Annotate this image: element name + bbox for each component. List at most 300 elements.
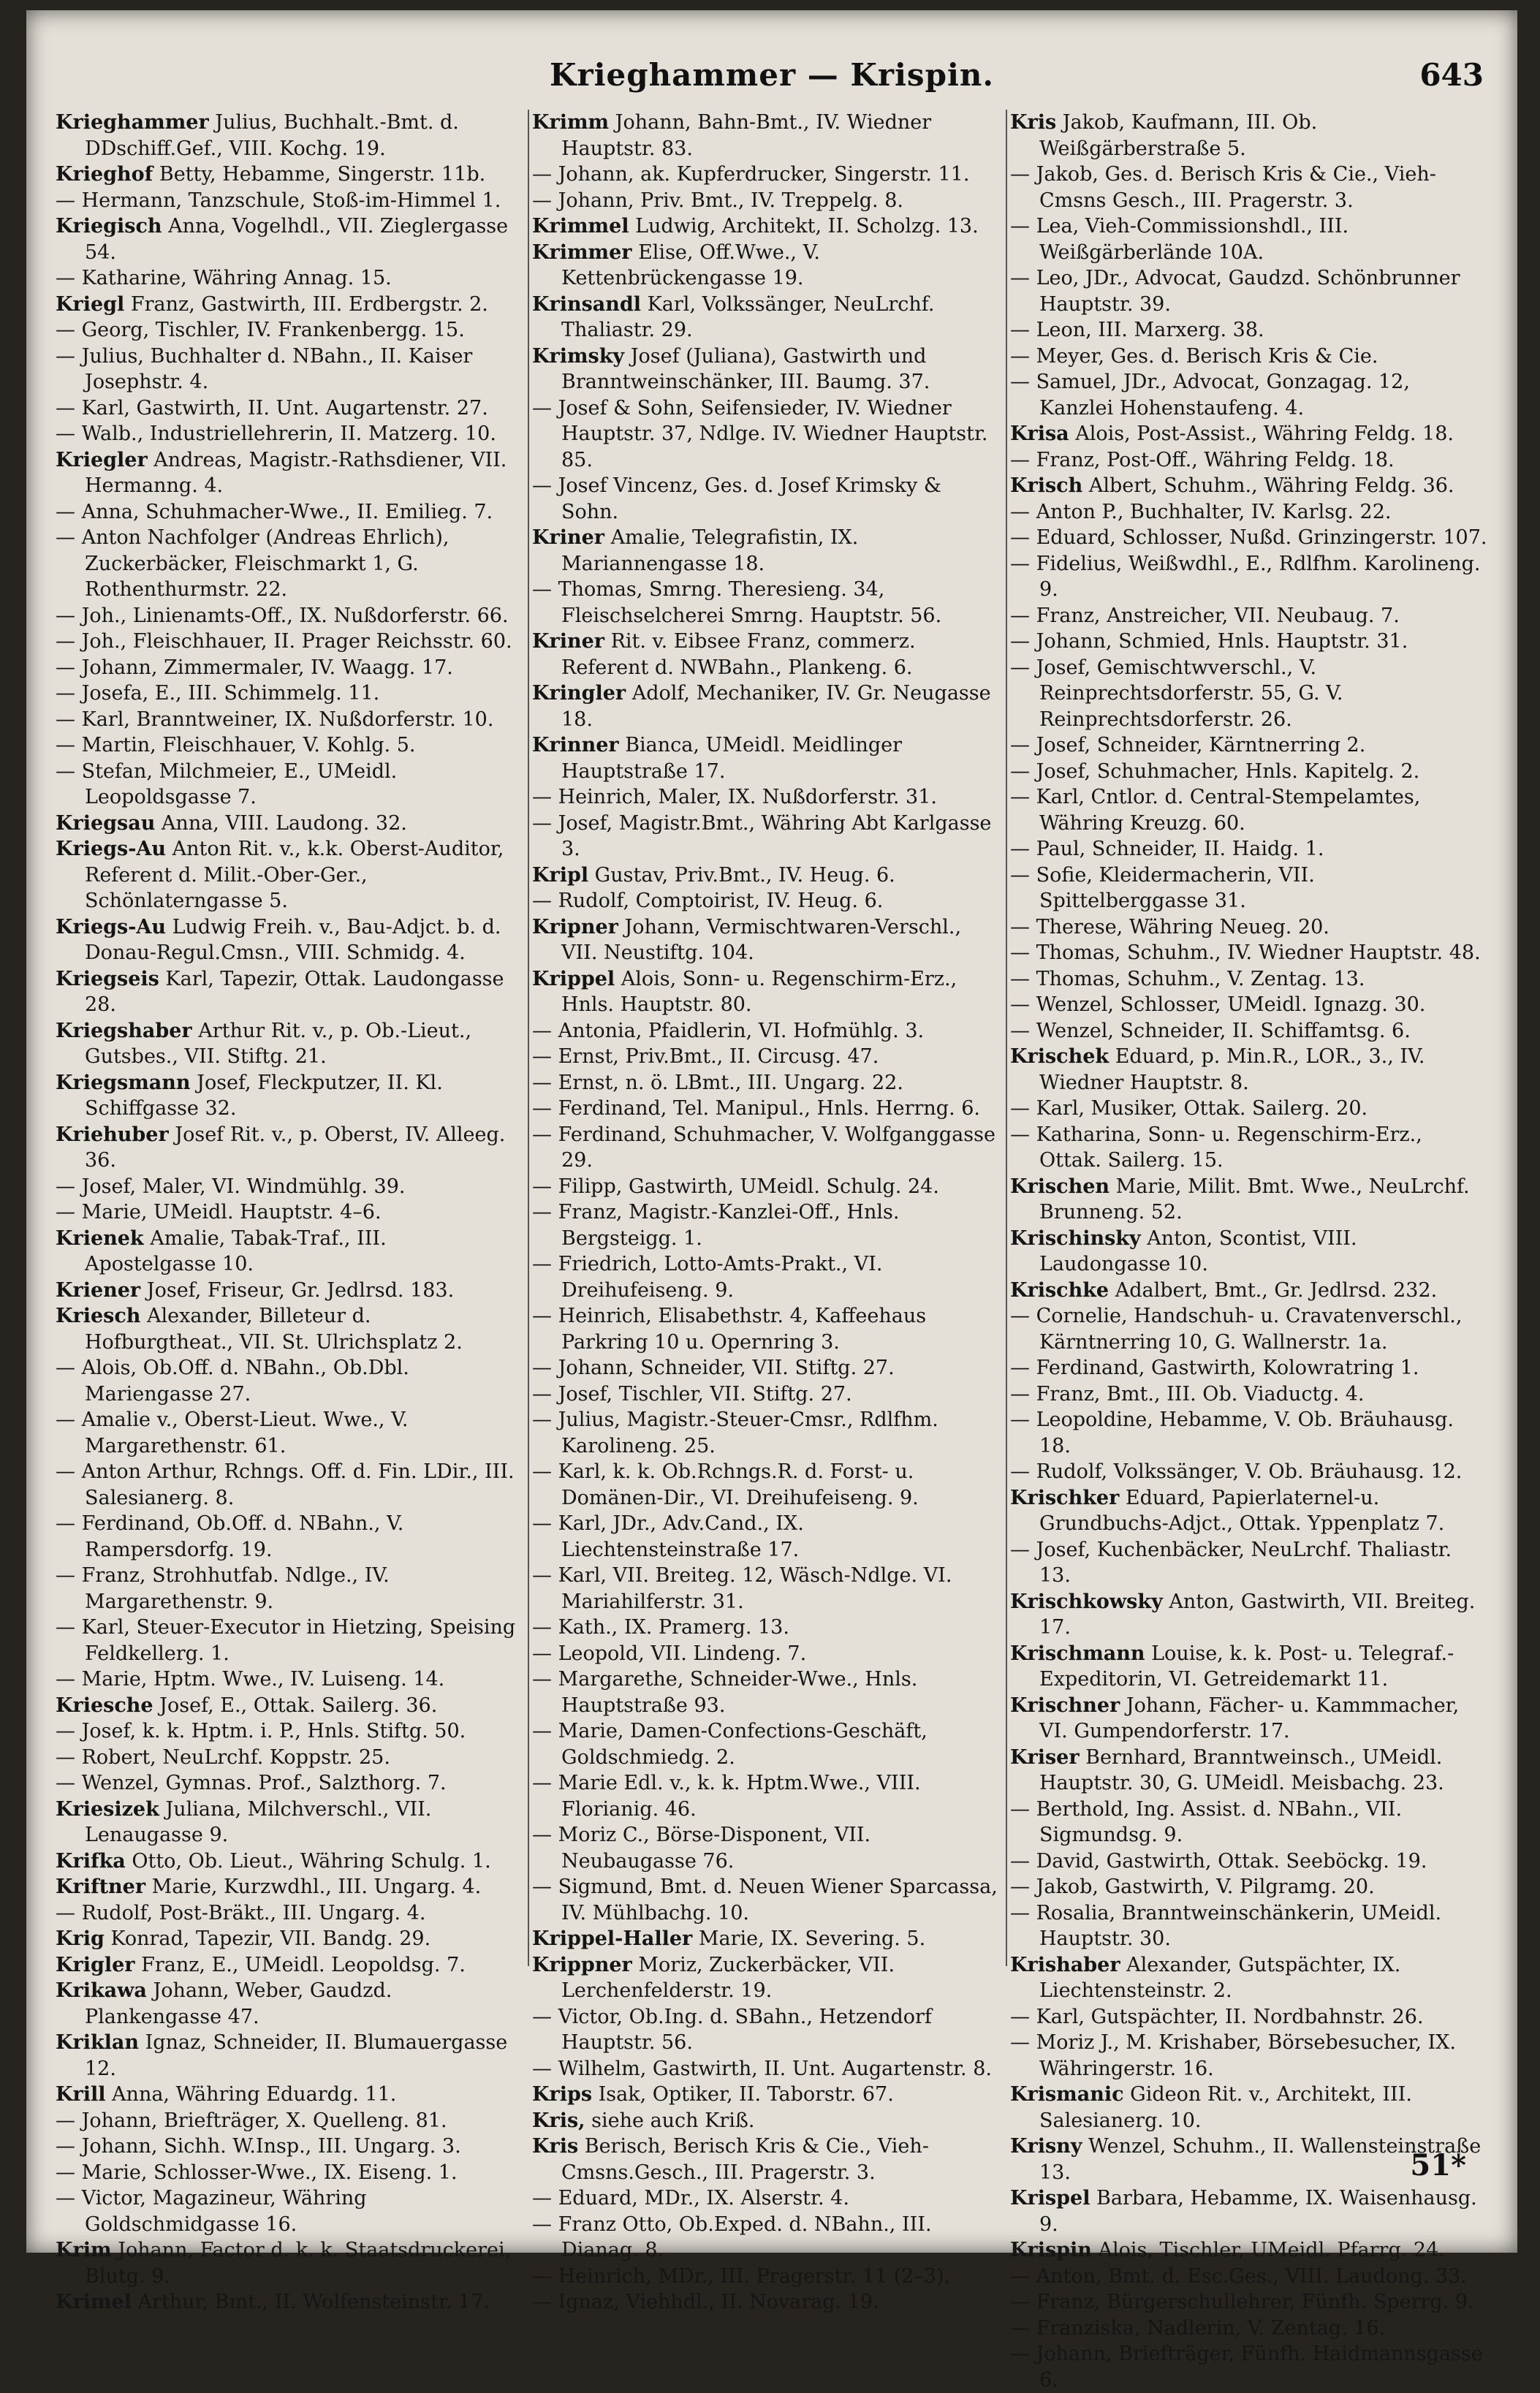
directory-entry [56, 2237, 523, 2289]
directory-entry [532, 525, 1000, 577]
directory-entry [532, 1018, 1000, 1044]
directory-entry [56, 188, 523, 214]
entry-text: Johann, Factor d. k. k. Staatsdruckerei, Blutg. 9. [85, 2239, 512, 2288]
entry-headword: Krisch [1010, 474, 1083, 497]
entry-headword: Krienek [56, 1226, 144, 1250]
directory-entry [1010, 629, 1488, 655]
entry-text: — Franz, Bürgerschullehrer, Fünfh. Sperrg. 9. [1010, 2291, 1474, 2313]
directory-entry [56, 110, 523, 162]
directory-entry [1010, 862, 1488, 914]
entry-text: — Karl, Gastwirth, II. Unt. Augartenstr. 27. [56, 396, 488, 420]
directory-entry [1010, 1381, 1488, 1408]
directory-entry [56, 1900, 523, 1927]
directory-entry [56, 317, 523, 344]
directory-entry [56, 1226, 523, 1278]
entry-headword: Krinsandl [532, 292, 642, 316]
directory-entry [1010, 1122, 1488, 1174]
entry-text: — Johann, ak. Kupferdrucker, Singerstr. 11. [532, 163, 970, 186]
directory-entry [1010, 1745, 1488, 1797]
entry-headword: Krikawa [56, 1979, 147, 2002]
entry-text: Ludwig, Architekt, II. Scholzg. 13. [629, 215, 979, 238]
entry-headword: Krig [56, 1927, 105, 1950]
page-header [26, 57, 1517, 108]
directory-entry [1010, 784, 1488, 836]
entry-headword: Krisa [1010, 422, 1069, 445]
directory-entry [532, 2289, 1000, 2316]
entry-headword: Kriegisch [56, 215, 162, 238]
entry-text: Albert, Schuhm., Währing Feldg. 36. [1082, 474, 1454, 497]
directory-entry [532, 1303, 1000, 1355]
entry-text: Amalie, Telegrafistin, IX. Mariannengasse 18. [561, 526, 859, 575]
directory-entry [532, 1459, 1000, 1511]
directory-entry [1010, 499, 1488, 526]
entry-text: Rit. v. Eibsee Franz, commerz. Referent d. NWBahn., Plankeng. 6. [561, 630, 916, 679]
entry-text: — Heinrich, MDr., III. Pragerstr. 11 (2–3). [532, 2264, 951, 2288]
directory-entry [56, 811, 523, 837]
entry-text: — Anton Arthur, Rchngs. Off. d. Fin. LDir., III. Salesianerg. 8. [56, 1460, 515, 1509]
entry-text: Alois, Tischler, UMeidl. Pfarrg. 24. [1091, 2239, 1445, 2261]
directory-entry [1010, 525, 1488, 551]
entry-headword: Kris [532, 2135, 579, 2158]
entry-text: — Kath., IX. Pramerg. 13. [532, 1616, 789, 1639]
entry-text: Josef (Juliana), Gastwirth und Branntweinschänker, III. Baumg. 37. [561, 344, 930, 393]
entry-text: — Ferdinand, Tel. Manipul., Hnls. Herrng. 6. [532, 1097, 981, 1120]
entry-text: — Friedrich, Lotto-Amts-Prakt., VI. Dreihufeiseng. 9. [532, 1253, 883, 1302]
entry-text: Eduard, Papierlaternel-u. Grundbuchs-Adjct., Ottak. Yppenplatz 7. [1039, 1486, 1445, 1535]
directory-entry [532, 1381, 1000, 1408]
entry-text: — Julius, Buchhalter d. NBahn., II. Kaiser Josephstr. 4. [56, 344, 473, 393]
directory-entry [532, 629, 1000, 680]
directory-entry [56, 1122, 523, 1174]
entry-text: — Ernst, Priv.Bmt., II. Circusg. 47. [532, 1045, 879, 1068]
entry-headword: Kriegsmann [56, 1071, 191, 1094]
entry-text: — Jakob, Ges. d. Berisch Kris & Cie., Vieh-Cmsns Gesch., III. Pragerstr. 3. [1010, 163, 1436, 212]
entry-text: Ludwig Freih. v., Bau-Adjct. b. d. Donau-Regul.Cmsn., VIII. Schmidg. 4. [85, 915, 501, 964]
entry-text: Josef, Fleckputzer, II. Kl. Schiffgasse 32. [85, 1071, 443, 1120]
directory-entry [1010, 759, 1488, 785]
entry-text: — Joh., Fleischhauer, II. Prager Reichsstr. 60. [56, 630, 512, 653]
entry-text: Franz, E., UMeidl. Leopoldsg. 7. [134, 1953, 466, 1976]
directory-entry [56, 2030, 523, 2082]
entry-headword: Kriesche [56, 1694, 153, 1717]
directory-entry [1010, 2082, 1488, 2134]
entry-headword: Krischek [1010, 1045, 1110, 1068]
entry-text: Franz, Gastwirth, III. Erdbergstr. 2. [124, 292, 488, 316]
entry-text: — Jakob, Gastwirth, V. Pilgramg. 20. [1010, 1876, 1375, 1898]
directory-entry [1010, 2289, 1488, 2316]
directory-entry [1010, 1797, 1488, 1848]
directory-entry [56, 1797, 523, 1848]
entry-text: Marie, Kurzwdhl., III. Ungarg. 4. [145, 1876, 482, 1898]
directory-entry [56, 1615, 523, 1666]
entry-text: — Joh., Linienamts-Off., IX. Nußdorferstr. 66. [56, 604, 509, 627]
entry-text: Anton Rit. v., k.k. Oberst-Auditor, Referent d. Milit.-Ober-Ger., Schönlaterngasse 5. [85, 838, 504, 912]
entry-text: — Josef, Maler, VI. Windmühlg. 39. [56, 1175, 406, 1198]
column-2 [532, 110, 1000, 2313]
entry-text: — Robert, NeuLrchf. Koppstr. 25. [56, 1745, 390, 1769]
directory-entry [532, 292, 1000, 344]
entry-text: — Wilhelm, Gastwirth, II. Unt. Augartenstr. 8. [532, 2057, 992, 2080]
entry-text: — Karl, VII. Breiteg. 12, Wäsch-Ndlge. VI. Mariahilferstr. 31. [532, 1564, 952, 1613]
entry-headword: Kriegler [56, 448, 148, 471]
entry-text: Josef Rit. v., p. Oberst, IV. Alleeg. 36. [85, 1123, 506, 1172]
directory-entry [56, 1563, 523, 1615]
entry-text: — Eduard, MDr., IX. Alserstr. 4. [532, 2187, 849, 2210]
entry-text: Arthur Rit. v., p. Ob.-Lieut., Gutsbes., VII. Stiftg. 21. [85, 1019, 472, 1068]
entry-text: — Stefan, Milchmeier, E., UMeidl. Leopoldsgasse 7. [56, 759, 398, 808]
directory-entry [1010, 344, 1488, 370]
entry-text: — Franz Otto, Ob.Exped. d. NBahn., III. Dianag. 8. [532, 2212, 932, 2261]
entry-text: — Josef Vincenz, Ges. d. Josef Krimsky & Sohn. [532, 474, 941, 523]
entry-headword: Krieghof [56, 163, 153, 186]
entry-headword: Krill [56, 2083, 106, 2106]
entry-text: Andreas, Magistr.-Rathsdiener, VII. Hermanng. 4. [85, 448, 507, 497]
directory-entry [532, 2185, 1000, 2212]
entry-text: siehe auch Kriß. [585, 2109, 755, 2132]
directory-entry [1010, 551, 1488, 603]
entry-text: — Karl, Steuer-Executor in Hietzing, Speising Feldkellerg. 1. [56, 1616, 516, 1665]
entry-text: — Paul, Schneider, II. Haidg. 1. [1010, 838, 1324, 860]
entry-text: Alexander, Billeteur d. Hofburgtheat., VII. St. Ulrichsplatz 2. [85, 1305, 463, 1354]
directory-entry [56, 421, 523, 447]
directory-entry [56, 629, 523, 655]
entry-text: — Karl, Branntweiner, IX. Nußdorferstr. 10. [56, 708, 494, 731]
directory-entry [532, 162, 1000, 188]
entry-text: Anton, Gastwirth, VII. Breiteg. 17. [1039, 1590, 1476, 1639]
entry-text: — Johann, Schmied, Hnls. Hauptstr. 31. [1010, 630, 1408, 653]
entry-headword: Krimmel [532, 215, 629, 238]
entry-text: Eduard, p. Min.R., LOR., 3., IV. Wiedner Hauptstr. 8. [1039, 1045, 1425, 1094]
entry-headword: Krifka [56, 1849, 126, 1873]
entry-text: Alois, Post-Assist., Währing Feldg. 18. [1069, 422, 1454, 445]
entry-text: — Marie, Schlosser-Wwe., IX. Eiseng. 1. [56, 2161, 458, 2184]
entry-text: Alois, Sonn- u. Regenschirm-Erz., Hnls. Hauptstr. 80. [561, 967, 957, 1016]
entry-text: — Sigmund, Bmt. d. Neuen Wiener Sparcassa, IV. Mühlbachg. 10. [532, 1876, 998, 1924]
entry-headword: Kriegs-Au [56, 838, 166, 860]
entry-text: — Thomas, Smrng. Theresieng. 34, Fleischselcherei Smrng. Hauptstr. 56. [532, 578, 942, 627]
directory-entry [56, 1070, 523, 1122]
entry-text: Adolf, Mechaniker, IV. Gr. Neugasse 18. [561, 682, 991, 731]
directory-entry [532, 240, 1000, 292]
directory-entry [56, 655, 523, 681]
entry-text: — Antonia, Pfaidlerin, VI. Hofmühlg. 3. [532, 1019, 925, 1042]
page-number: 643 [1419, 57, 1484, 93]
entry-text: — Ignaz, Viehhdl., II. Novarag. 19. [532, 2291, 879, 2313]
directory-entry [1010, 2030, 1488, 2082]
entry-headword: Krippel-Haller [532, 1927, 693, 1950]
directory-entry [1010, 2237, 1488, 2264]
directory-entry [532, 1770, 1000, 1822]
directory-entry [56, 1018, 523, 1070]
directory-entry [532, 1511, 1000, 1563]
directory-entry [532, 1641, 1000, 1667]
directory-entry [56, 1848, 523, 1875]
entry-headword: Krimmer [532, 240, 632, 264]
directory-entry [56, 447, 523, 499]
entry-headword: Kringler [532, 682, 626, 705]
entry-text: — Franz, Anstreicher, VII. Neubaug. 7. [1010, 604, 1400, 627]
directory-entry [56, 265, 523, 292]
entry-text: Otto, Ob. Lieut., Währing Schulg. 1. [125, 1849, 491, 1873]
entry-headword: Krischinsky [1010, 1226, 1141, 1250]
directory-entry [56, 1407, 523, 1459]
directory-entry [532, 1615, 1000, 1641]
entry-text: Alexander, Gutspächter, IX. Liechtensteinstr. 2. [1039, 1953, 1401, 2002]
entry-headword: Krishaber [1010, 1953, 1120, 1976]
directory-entry [1010, 655, 1488, 733]
entry-text: Arthur, Bmt., II. Wolfensteinstr. 17. [131, 2291, 490, 2313]
entry-text: — Ferdinand, Schuhmacher, V. Wolfganggasse 29. [532, 1123, 995, 1172]
directory-entry [532, 188, 1000, 214]
entry-text: — Leon, III. Marxerg. 38. [1010, 319, 1264, 341]
entry-headword: Kriftner [56, 1876, 146, 1898]
directory-entry [56, 1926, 523, 1952]
entry-headword: Krisny [1010, 2135, 1082, 2158]
directory-entry [532, 2108, 1000, 2134]
entry-text: — Leopoldine, Hebamme, V. Ob. Bräuhausg. 18. [1010, 1408, 1454, 1457]
directory-entry [532, 395, 1000, 474]
directory-entry [532, 2082, 1000, 2108]
entry-text: — Johann, Briefträger, Fünfh. Haidmannsgasse 6. [1010, 2343, 1483, 2392]
entry-headword: Kriener [56, 1278, 141, 1302]
entry-text: — Georg, Tischler, IV. Frankenbergg. 15. [56, 319, 465, 341]
entry-text: — Ferdinand, Gastwirth, Kolowratring 1. [1010, 1357, 1419, 1379]
entry-text: — Karl, Cntlor. d. Central-Stempelamtes, Währing Kreuzg. 60. [1010, 786, 1421, 835]
directory-entry [1010, 421, 1488, 447]
entry-text: Johann, Weber, Gaudzd. Plankengasse 47. [85, 1979, 392, 2028]
directory-entry [532, 110, 1000, 162]
entry-headword: Krischker [1010, 1486, 1120, 1509]
entry-headword: Kriehuber [56, 1123, 169, 1146]
entry-text: — Josef, Magistr.Bmt., Währing Abt Karlgasse 3. [532, 811, 992, 860]
entry-text: — Martin, Fleischhauer, V. Kohlg. 5. [56, 734, 416, 756]
entry-text: — Amalie v., Oberst-Lieut. Wwe., V. Margarethenstr. 61. [56, 1408, 409, 1457]
directory-entry [56, 2082, 523, 2108]
entry-text: Gustav, Priv.Bmt., IV. Heug. 6. [588, 863, 895, 887]
directory-entry [1010, 1174, 1488, 1226]
directory-entry [1010, 1096, 1488, 1122]
entry-headword: Krippel [532, 967, 615, 990]
directory-entry [56, 162, 523, 188]
entry-text: — Heinrich, Maler, IX. Nußdorferstr. 31. [532, 786, 937, 808]
entry-text: Isak, Optiker, II. Taborstr. 67. [592, 2083, 894, 2106]
directory-entry [56, 680, 523, 707]
entry-headword: Kriegl [56, 292, 125, 316]
entry-headword: Krischner [1010, 1694, 1120, 1717]
entry-text: Betty, Hebamme, Singerstr. 11b. [153, 163, 486, 186]
entry-text: Julius, Buchhalt.-Bmt. d. DDschiff.Gef., VIII. Kochg. 19. [85, 111, 459, 160]
entry-text: — Sofie, Kleidermacherin, VII. Spittelberggasse 31. [1010, 863, 1315, 912]
directory-entry [1010, 110, 1488, 162]
directory-entry [1010, 1641, 1488, 1693]
directory-entry [1010, 213, 1488, 265]
directory-entry [1010, 2004, 1488, 2030]
entry-text: Louise, k. k. Post- u. Telegraf.-Expeditorin, VI. Getreidemarkt 11. [1039, 1642, 1454, 1691]
directory-entry [532, 2264, 1000, 2290]
entry-text: — Johann, Priv. Bmt., IV. Treppelg. 8. [532, 189, 903, 212]
directory-entry [532, 914, 1000, 966]
directory-entry [1010, 1693, 1488, 1745]
directory-entry [532, 1199, 1000, 1251]
directory-entry [1010, 317, 1488, 344]
directory-entry [532, 1251, 1000, 1303]
entry-text: — Hermann, Tanzschule, Stoß-im-Himmel 1. [56, 189, 501, 212]
entry-text: — Josef & Sohn, Seifensieder, IV. Wiedner Hauptstr. 37, Ndlge. IV. Wiedner Hauptstr. 85. [532, 396, 988, 471]
entry-text: Anna, Vogelhdl., VII. Zieglergasse 54. [85, 215, 509, 264]
entry-text: — Moriz J., M. Krishaber, Börsebesucher, IX. Währingerstr. 16. [1010, 2031, 1456, 2080]
directory-entry [532, 1952, 1000, 2004]
entry-text: Karl, Tapezir, Ottak. Laudongasse 28. [85, 967, 504, 1016]
entry-headword: Krimsky [532, 344, 625, 368]
directory-entry [56, 707, 523, 733]
entry-text: Ignaz, Schneider, II. Blumauergasse 12. [85, 2031, 508, 2080]
entry-headword: Krispel [1010, 2187, 1090, 2210]
entry-headword: Krim [56, 2239, 112, 2261]
entry-text: — Karl, Gutspächter, II. Nordbahnstr. 26. [1010, 2005, 1424, 2028]
entry-headword: Krismanic [1010, 2083, 1124, 2106]
entry-text: — Katharina, Sonn- u. Regenschirm-Erz., Ottak. Sailerg. 15. [1010, 1123, 1422, 1172]
directory-entry [1010, 473, 1488, 499]
directory-entry [1010, 732, 1488, 759]
directory-entry [56, 1174, 523, 1200]
directory-entry [1010, 1874, 1488, 1900]
entry-headword: Krigler [56, 1953, 135, 1976]
entry-text: Amalie, Tabak-Traf., III. Apostelgasse 10. [85, 1226, 387, 1275]
directory-entry [532, 2212, 1000, 2264]
directory-entry [1010, 966, 1488, 993]
entry-headword: Kriegshaber [56, 1019, 192, 1042]
entry-headword: Kripner [532, 915, 618, 938]
entry-text: — Alois, Ob.Off. d. NBahn., Ob.Dbl. Mariengasse 27. [56, 1357, 409, 1406]
entry-text: — Josefa, E., III. Schimmelg. 11. [56, 682, 380, 705]
entry-headword: Krieghammer [56, 111, 209, 134]
entry-headword: Kriner [532, 526, 604, 549]
entry-headword: Kriesch [56, 1305, 141, 1327]
entry-text: Berisch, Berisch Kris & Cie., Vieh-Cmsns.Gesch., III. Pragerstr. 3. [561, 2135, 929, 2184]
entry-headword: Kriser [1010, 1745, 1080, 1769]
directory-entry [56, 914, 523, 966]
entry-text: Adalbert, Bmt., Gr. Jedlrsd. 232. [1109, 1278, 1438, 1302]
entry-text: — Franziska, Nadlerin, V. Zentag. 16. [1010, 2316, 1386, 2340]
directory-entry [56, 525, 523, 603]
directory-entry [532, 966, 1000, 1018]
directory-entry [1010, 162, 1488, 213]
directory-entry [1010, 992, 1488, 1018]
directory-entry [1010, 447, 1488, 474]
directory-entry [1010, 603, 1488, 629]
directory-entry [532, 2004, 1000, 2056]
entry-text: — Rudolf, Post-Bräkt., III. Ungarg. 4. [56, 1901, 426, 1924]
entry-text: — Leo, JDr., Advocat, Gaudzd. Schönbrunner Hauptstr. 39. [1010, 267, 1460, 316]
entry-text: Josef, Friseur, Gr. Jedlrsd. 183. [140, 1278, 455, 1302]
directory-entry [532, 1122, 1000, 1174]
directory-entry [532, 1563, 1000, 1615]
directory-entry [56, 732, 523, 759]
directory-entry [56, 1303, 523, 1355]
entry-text: Anna, Währing Eduardg. 11. [105, 2083, 397, 2106]
directory-entry [56, 2134, 523, 2160]
entry-text: — Anton P., Buchhalter, IV. Karlsg. 22. [1010, 500, 1392, 523]
directory-entry [1010, 2185, 1488, 2237]
entry-text: Wenzel, Schuhm., II. Wallensteinstraße 13. [1039, 2135, 1482, 2184]
directory-entry [56, 2185, 523, 2237]
entry-text: — Eduard, Schlosser, Nußd. Grinzingerstr. 107. [1010, 526, 1487, 549]
entry-text: — Fidelius, Weißwdhl., E., Rdlfhm. Karolineng. 9. [1010, 552, 1481, 601]
entry-text: — Samuel, JDr., Advocat, Gonzagag. 12, Kanzlei Hohenstaufeng. 4. [1010, 371, 1410, 420]
directory-entry [56, 1952, 523, 1979]
entry-text: — Therese, Währing Neueg. 20. [1010, 915, 1330, 938]
entry-headword: Krimel [56, 2291, 132, 2313]
directory-entry [1010, 836, 1488, 862]
entry-text: Johann, Bahn-Bmt., IV. Wiedner Hauptstr. 83. [561, 111, 932, 160]
directory-entry [56, 603, 523, 629]
directory-entry [1010, 369, 1488, 421]
entry-text: — Marie, Damen-Confections-Geschäft, Goldschmiedg. 2. [532, 1720, 928, 1769]
directory-entry [532, 344, 1000, 395]
entry-headword: Kriegsau [56, 811, 156, 835]
directory-entry [1010, 1407, 1488, 1459]
directory-entry [56, 1355, 523, 1407]
directory-entry [1010, 1537, 1488, 1589]
entry-headword: Kriner [532, 630, 604, 653]
directory-entry [1010, 1044, 1488, 1096]
entry-text: — Berthold, Ing. Assist. d. NBahn., VII. Sigmundsg. 9. [1010, 1797, 1403, 1846]
directory-entry [56, 292, 523, 318]
entry-text: — Karl, Musiker, Ottak. Sailerg. 20. [1010, 1097, 1368, 1120]
entry-text: Barbara, Hebamme, IX. Waisenhausg. 9. [1039, 2187, 1477, 2236]
entry-text: Josef, E., Ottak. Sailerg. 36. [153, 1694, 438, 1717]
directory-entry [1010, 940, 1488, 966]
entry-text: — Rudolf, Comptoirist, IV. Heug. 6. [532, 890, 884, 912]
entry-text: — Franz, Strohhutfab. Ndlge., IV. Margarethenstr. 9. [56, 1564, 390, 1613]
directory-entry [532, 1174, 1000, 1200]
directory-entry [532, 1407, 1000, 1459]
directory-entry [532, 1096, 1000, 1122]
entry-text: — Lea, Vieh-Commissionshdl., III. Weißgärberlände 10A. [1010, 215, 1349, 264]
entry-headword: Kriegseis [56, 967, 159, 990]
directory-entry [56, 1693, 523, 1719]
entry-text: Juliana, Milchverschl., VII. Lenaugasse 9. [85, 1797, 432, 1846]
entry-headword: Kriklan [56, 2031, 140, 2054]
entry-headword: Kris, [532, 2109, 585, 2132]
directory-entry [1010, 1485, 1488, 1537]
directory-entry [56, 1745, 523, 1771]
directory-entry [56, 1459, 523, 1511]
entry-text: — Marie, Hptm. Wwe., IV. Luiseng. 14. [56, 1668, 445, 1691]
directory-entry [1010, 1952, 1488, 2004]
directory-entry [532, 784, 1000, 811]
entry-text: — Karl, JDr., Adv.Cand., IX. Liechtensteinstraße 17. [532, 1512, 804, 1561]
directory-entry [1010, 1589, 1488, 1641]
signature-mark: 51* [1410, 2148, 1466, 2182]
directory-entry [532, 577, 1000, 629]
entry-headword: Kripl [532, 863, 589, 887]
entry-headword: Krispin [1010, 2239, 1092, 2261]
entry-text: — Franz, Post-Off., Währing Feldg. 18. [1010, 448, 1395, 471]
entry-text: Marie, IX. Severing. 5. [692, 1927, 926, 1950]
directory-entry [1010, 2341, 1488, 2393]
entry-text: — Anton Nachfolger (Andreas Ehrlich), Zuckerbäcker, Fleischmarkt 1, G. Rothenthurmstr. 22. [56, 526, 450, 601]
directory-entry [532, 2134, 1000, 2185]
entry-text: — Heinrich, Elisabethstr. 4, Kaffeehaus Parkring 10 u. Opernring 3. [532, 1305, 927, 1354]
column-1 [56, 110, 523, 2313]
entry-text: — Ernst, n. ö. LBmt., III. Ungarg. 22. [532, 1071, 903, 1094]
entry-text: — Cornelie, Handschuh- u. Cravatenverschl., Kärntnerring 10, G. Wallnerstr. 1a. [1010, 1305, 1463, 1354]
directory-entry [56, 1978, 523, 2030]
entry-text: Gideon Rit. v., Architekt, III. Salesianerg. 10. [1039, 2083, 1412, 2132]
directory-entry [532, 473, 1000, 525]
directory-entry [1010, 1226, 1488, 1278]
